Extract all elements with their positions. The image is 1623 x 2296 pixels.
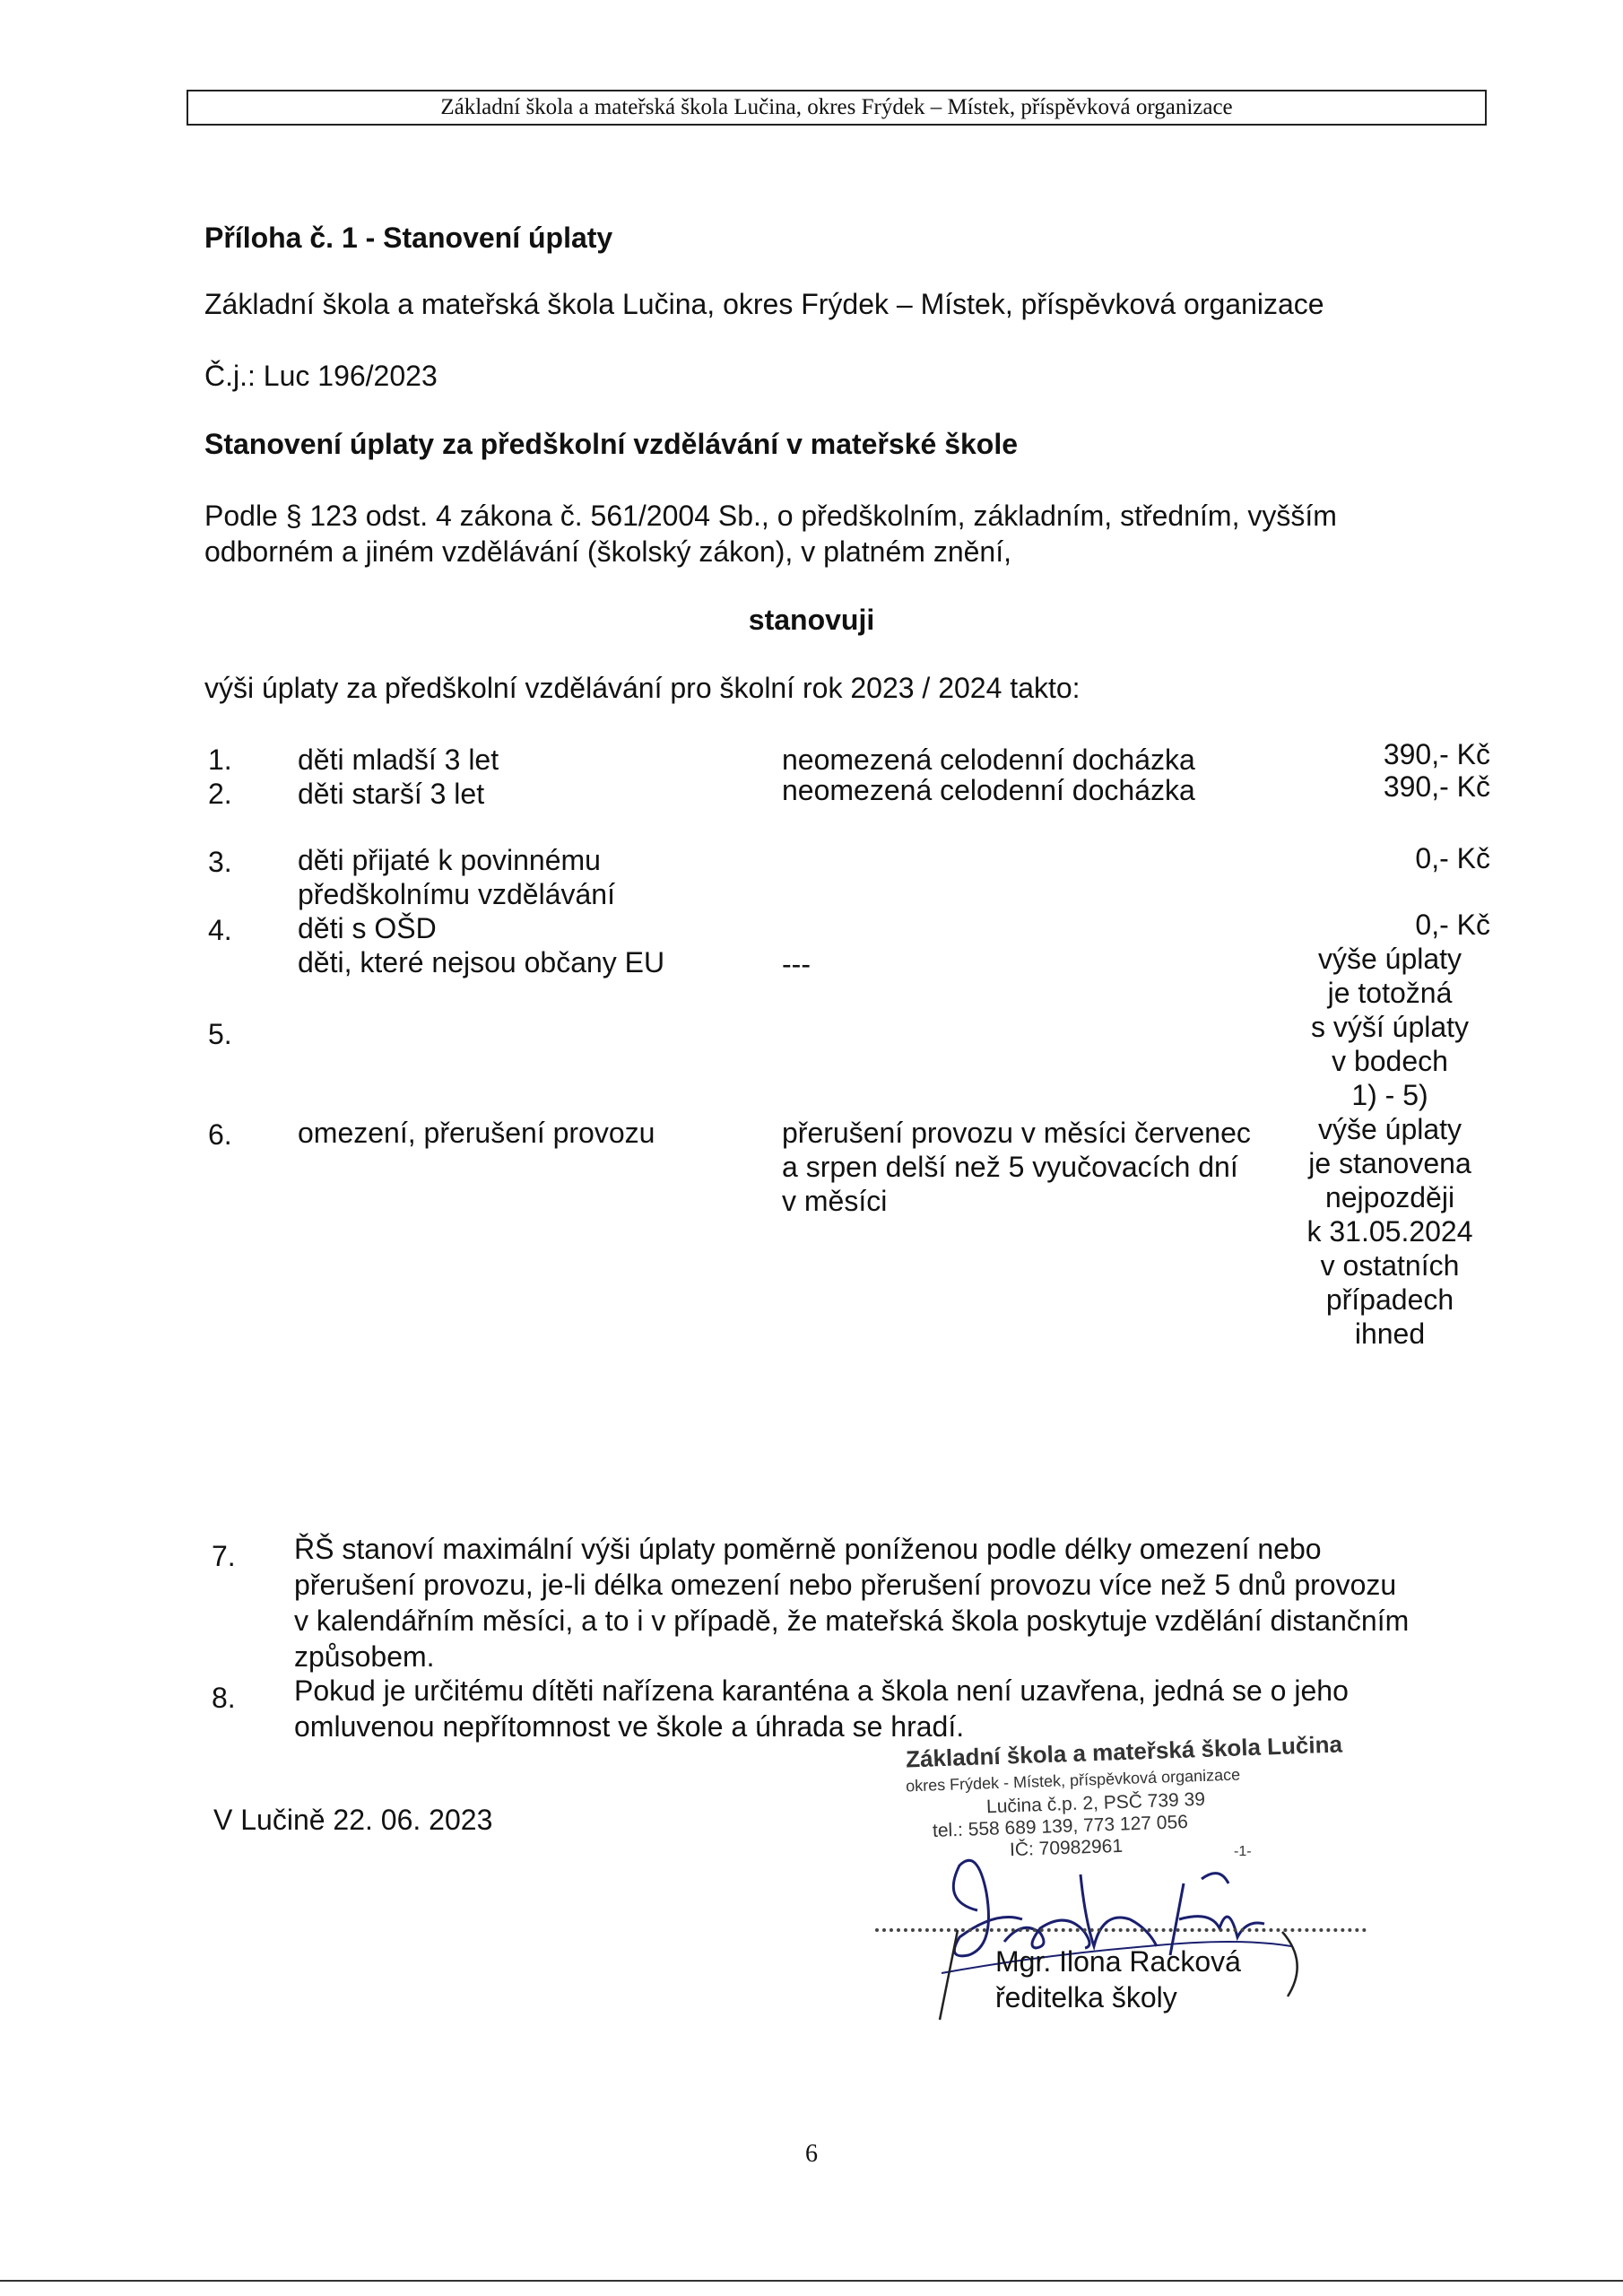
row-fee-line: k 31.05.2024 [1306, 1215, 1473, 1248]
reference-number: Č.j.: Luc 196/2023 [204, 360, 438, 392]
row-fee: 390,- Kč [1383, 770, 1490, 803]
row-fee-line: výše úplaty [1317, 943, 1462, 975]
row-fee-line: v bodech [1332, 1045, 1448, 1077]
row-fee-line: s výší úplaty [1310, 1011, 1470, 1043]
row-fee: 0,- Kč [1415, 842, 1490, 874]
law-line-1: Podle § 123 odst. 4 zákona č. 561/2004 Sb., o předškolním, základním, středním, vyšším [204, 500, 1337, 532]
row-attendance: neomezená celodenní docházka [782, 774, 1195, 806]
row-group: děti mladší 3 let [298, 744, 499, 776]
row-fee: 390,- Kč [1383, 738, 1490, 770]
item-8-line: omluvenou nepřítomnost ve škole a úhrada se hradí. [294, 1710, 965, 1743]
item-8-line: Pokud je určitému dítěti nařízena karanténa a škola není uzavřena, jedná se o jeho [294, 1674, 1349, 1707]
row-number: 6. [208, 1118, 232, 1151]
section-heading: Stanovení úplaty za předškolní vzdělávání v mateřské škole [204, 428, 1019, 460]
signatory-name: Mgr. Ilona Racková [995, 1945, 1241, 1978]
page-bottom-edge [0, 2280, 1623, 2282]
intro-line: výši úplaty za předškolní vzdělávání pro školní rok 2023 / 2024 takto: [204, 672, 1081, 704]
row-group: předškolnímu vzdělávání [298, 878, 615, 910]
item-7-line: přerušení provozu, je-li délka omezení nebo přerušení provozu více než 5 dnů provozu [294, 1569, 1397, 1601]
row-fee-line: výše úplaty [1317, 1113, 1462, 1145]
row-attendance-line: a srpen delší než 5 vyučovacích dní [782, 1151, 1238, 1183]
row-number: 2. [208, 778, 232, 810]
law-line-2: odborném a jiném vzdělávání (školský zákon), v platném znění, [204, 535, 1011, 568]
stamp-line: Základní škola a mateřská škola Lučina [905, 1730, 1343, 1773]
page-number: 6 [805, 2140, 818, 2168]
stamp-line: okres Frýdek - Místek, příspěvková organizace [905, 1765, 1241, 1796]
school-name: Základní škola a mateřská škola Lučina, okres Frýdek – Místek, příspěvková organizace [204, 288, 1324, 320]
row-number: 1. [208, 744, 232, 776]
row-group: omezení, přerušení provozu [298, 1117, 655, 1149]
row-fee-line: je totožná [1327, 977, 1453, 1009]
item-7-line: v kalendářním měsíci, a to i v případě, že mateřská škola poskytuje vzdělání distančním [294, 1605, 1410, 1637]
signatory-role: ředitelka školy [995, 1981, 1177, 2013]
stamp-line: IČ: 70982961 [1009, 1835, 1124, 1861]
header-text: Základní škola a mateřská škola Lučina, okres Frýdek – Místek, příspěvková organizace [440, 95, 1233, 119]
row-group: děti přijaté k povinnému [298, 844, 601, 876]
row-group: děti s OŠD [298, 912, 437, 944]
stamp-line: Lučina č.p. 2, PSČ 739 39 [985, 1788, 1206, 1818]
item-8-number: 8. [212, 1682, 236, 1714]
row-group: děti starší 3 let [298, 778, 485, 810]
item-7-number: 7. [212, 1540, 236, 1572]
row-number: 4. [208, 914, 232, 946]
item-7-line: ŘŠ stanoví maximální výši úplaty poměrně poníženou podle délky omezení nebo [294, 1533, 1322, 1565]
row-attendance: neomezená celodenní docházka [782, 744, 1195, 776]
row-attendance: --- [782, 948, 811, 980]
row-attendance-line: přerušení provozu v měsíci červenec [782, 1117, 1251, 1149]
row-fee-line: případech [1325, 1283, 1454, 1316]
stamp-mark: -1- [1234, 1844, 1252, 1859]
row-group: děti, které nejsou občany EU [298, 946, 665, 978]
place-date: V Lučině 22. 06. 2023 [213, 1804, 493, 1836]
row-fee-line: v ostatních [1320, 1249, 1460, 1282]
stamp-line: tel.: 558 689 139, 773 127 056 [932, 1812, 1189, 1841]
page-header [187, 90, 1487, 126]
row-fee-line: je stanovena [1308, 1147, 1471, 1179]
row-fee-line: ihned [1354, 1318, 1426, 1350]
document-title: Příloha č. 1 - Stanovení úplaty [204, 222, 613, 254]
row-fee-line: 1) - 5) [1351, 1079, 1428, 1111]
row-attendance-line: v měsíci [782, 1185, 888, 1217]
row-fee: 0,- Kč [1415, 909, 1490, 941]
row-fee-line: nejpozději [1324, 1181, 1455, 1213]
decree-word: stanovuji [748, 604, 875, 636]
row-number: 5. [208, 1018, 232, 1050]
item-7-line: způsobem. [294, 1640, 435, 1673]
row-number: 3. [208, 846, 232, 878]
